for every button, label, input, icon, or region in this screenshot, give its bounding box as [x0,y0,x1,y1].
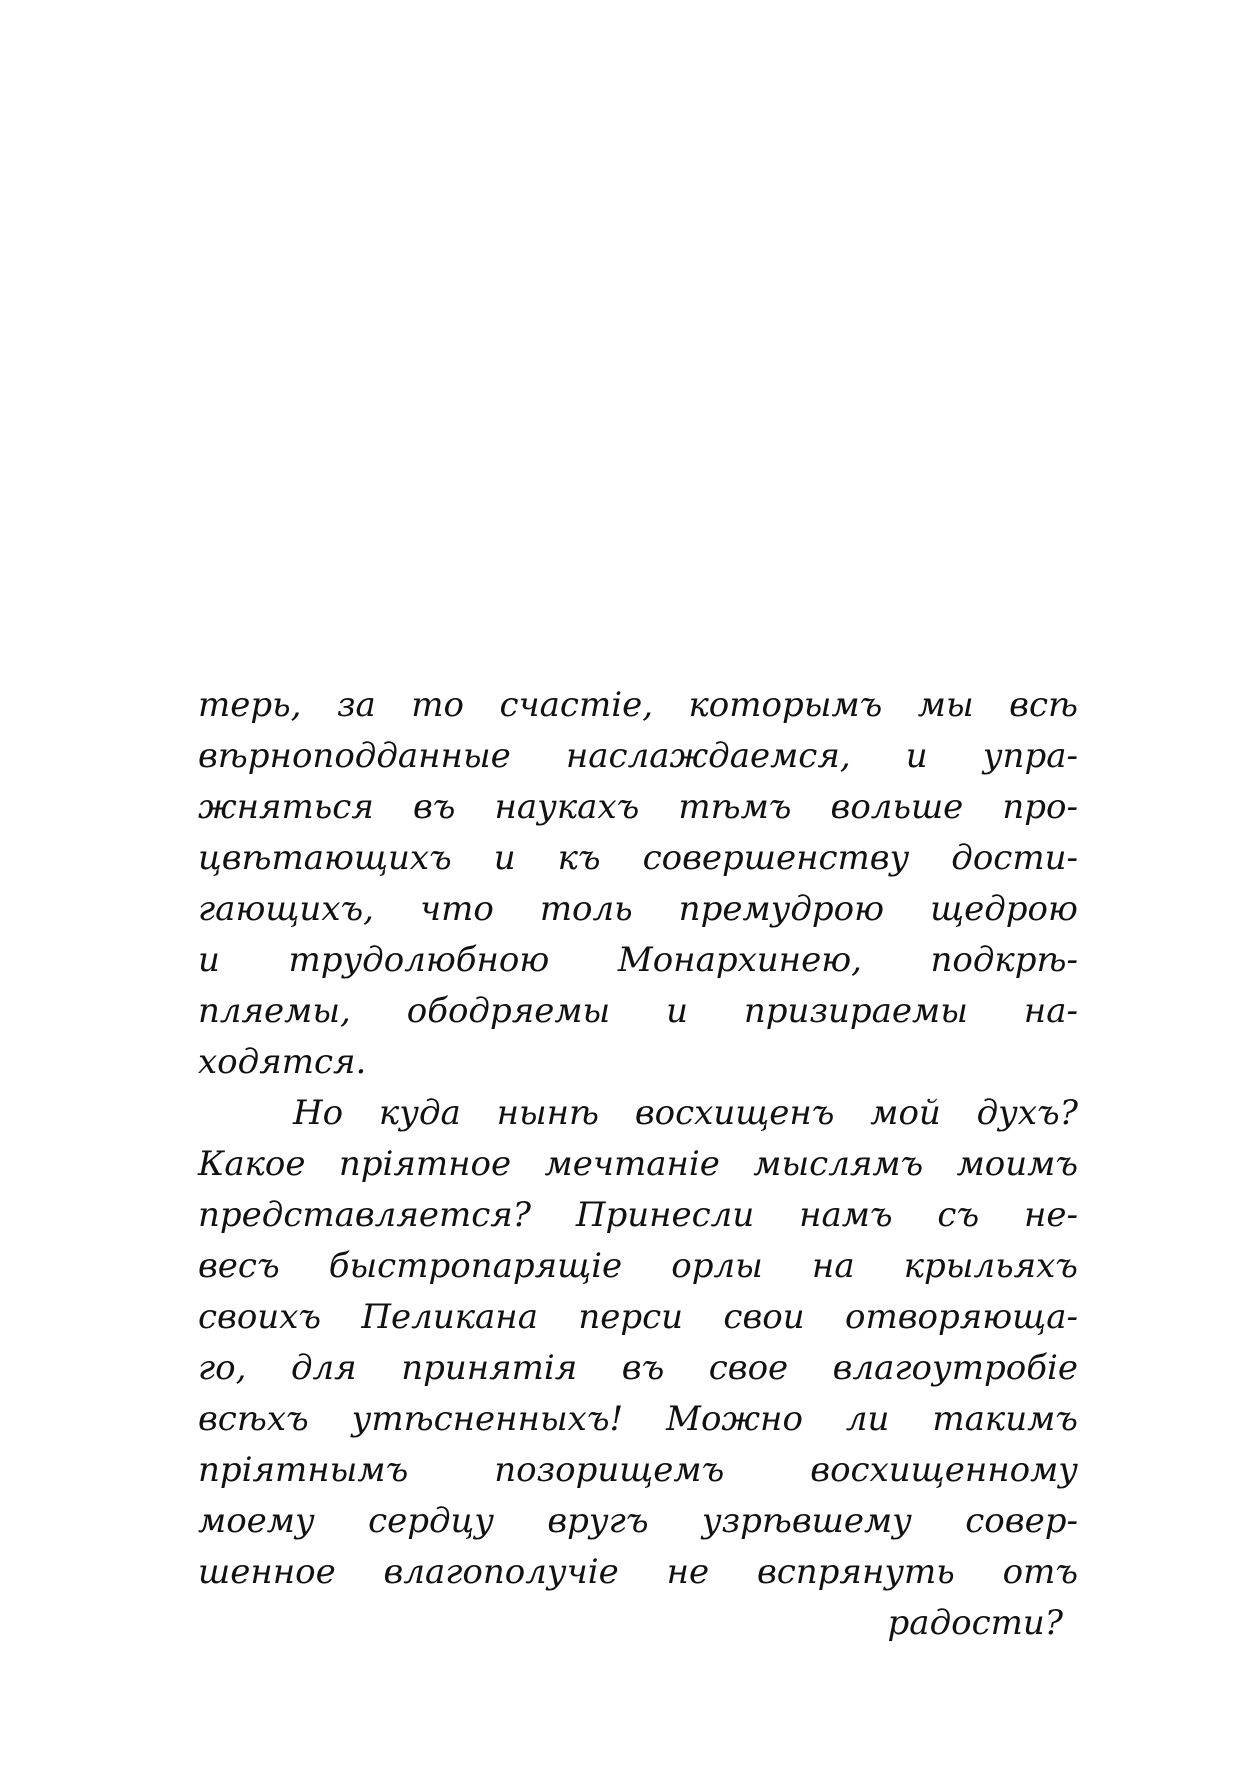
text-line [198,935,1078,986]
word: Монархинею, [617,940,862,980]
text-line [198,1037,1078,1088]
word: толь [539,889,633,929]
word: что [419,889,494,929]
word: своихъ [198,1297,322,1337]
word: наслаждаемся, [565,736,851,776]
word: наукахъ [494,787,640,827]
word: влагоутробіе [832,1348,1078,1388]
word: и [198,940,220,980]
word: шенное [198,1552,336,1592]
word: тѣмъ [678,787,792,827]
word: вспрянуть [756,1552,955,1592]
word: которымъ [688,685,883,725]
word: отъ [1002,1552,1078,1592]
word: ободряемы [406,991,611,1031]
word: Но [293,1093,344,1133]
word: на- [1023,991,1078,1031]
text-line [198,1292,1078,1343]
paragraph-1 [198,680,1078,1088]
text-line [198,782,1078,833]
word: сердцу [368,1501,494,1541]
word: и [493,838,516,878]
word: отворяюща- [844,1297,1078,1337]
word: духъ? [976,1093,1078,1133]
word: восхищенъ [634,1093,835,1133]
text-line [198,833,1078,884]
text-line [198,1241,1078,1292]
word: на [811,1246,855,1286]
word: мы [917,685,974,725]
word: влагополучіе [383,1552,619,1592]
word: терь, [198,685,302,725]
text-line [198,986,1078,1037]
word: вольше [830,787,964,827]
word: моему [198,1501,315,1541]
word: за [336,685,376,725]
text-block [198,680,1078,1649]
word: совершенству [642,838,910,878]
word: мой [870,1093,941,1133]
word: позорищемъ [494,1450,725,1490]
paragraph-2 [198,1088,1078,1649]
line-text: ходятся. [198,1042,367,1082]
word: подкрѣ- [930,940,1078,980]
word: съ [937,1195,980,1235]
text-line [198,680,1078,731]
text-line [198,1139,1078,1190]
word: совер- [965,1501,1078,1541]
word: про- [1002,787,1078,827]
text-line [198,1547,1078,1598]
word: жняться [198,787,374,827]
word: не [666,1552,710,1592]
word: представляется? [198,1195,531,1235]
word: быстропарящіе [328,1246,623,1286]
line-text: радости? [887,1603,1063,1643]
text-line [198,731,1078,782]
word: свои [723,1297,805,1337]
word: щедрою [930,889,1078,929]
word: Принесли [575,1195,755,1235]
word: принятія [401,1348,578,1388]
text-line [198,1445,1078,1496]
word: мечтаніе [544,1144,720,1184]
word: трудолюбною [288,940,550,980]
word: перси [578,1297,684,1337]
word: намъ [799,1195,893,1235]
word: всѣ [1009,685,1078,725]
word: не- [1023,1195,1078,1235]
text-line [198,1496,1078,1547]
word: и [905,736,928,776]
word: весъ [198,1246,280,1286]
word: го, [198,1348,247,1388]
word: для [290,1348,357,1388]
word: пріятное [338,1144,512,1184]
word: орлы [671,1246,763,1286]
word: такимъ [932,1399,1078,1439]
word: куда [378,1093,461,1133]
text-line [198,884,1078,935]
word: утѣсненныхъ! [351,1399,624,1439]
word: всѣхъ [198,1399,309,1439]
word: ли [845,1399,890,1439]
word: упра- [982,736,1078,776]
word: Можно [666,1399,803,1439]
word: гающихъ, [198,889,374,929]
word: цвѣтающихъ [198,838,452,878]
word: Какое [198,1144,306,1184]
word: моимъ [956,1144,1078,1184]
word: узрѣвшему [701,1501,912,1541]
text-line [198,1190,1078,1241]
word: мыслямъ [753,1144,924,1184]
word: вѣрноподданные [198,736,511,776]
word: свое [708,1348,789,1388]
word: въ [621,1348,665,1388]
word: пріятнымъ [198,1450,409,1490]
word: восхищенному [810,1450,1078,1490]
text-line [198,1343,1078,1394]
text-line [198,1598,1078,1649]
word: Пеликана [361,1297,538,1337]
word: къ [557,838,601,878]
word: и [666,991,689,1031]
word: счастіе, [499,685,654,725]
text-line [198,1088,1078,1139]
word: премудрою [678,889,885,929]
word: въ [412,787,456,827]
word: крыльяхъ [903,1246,1078,1286]
word: то [411,685,464,725]
word: вругъ [547,1501,649,1541]
text-line [198,1394,1078,1445]
word: пляемы, [198,991,351,1031]
word: призираемы [743,991,968,1031]
word: нынѣ [496,1093,600,1133]
word: дости- [951,838,1078,878]
